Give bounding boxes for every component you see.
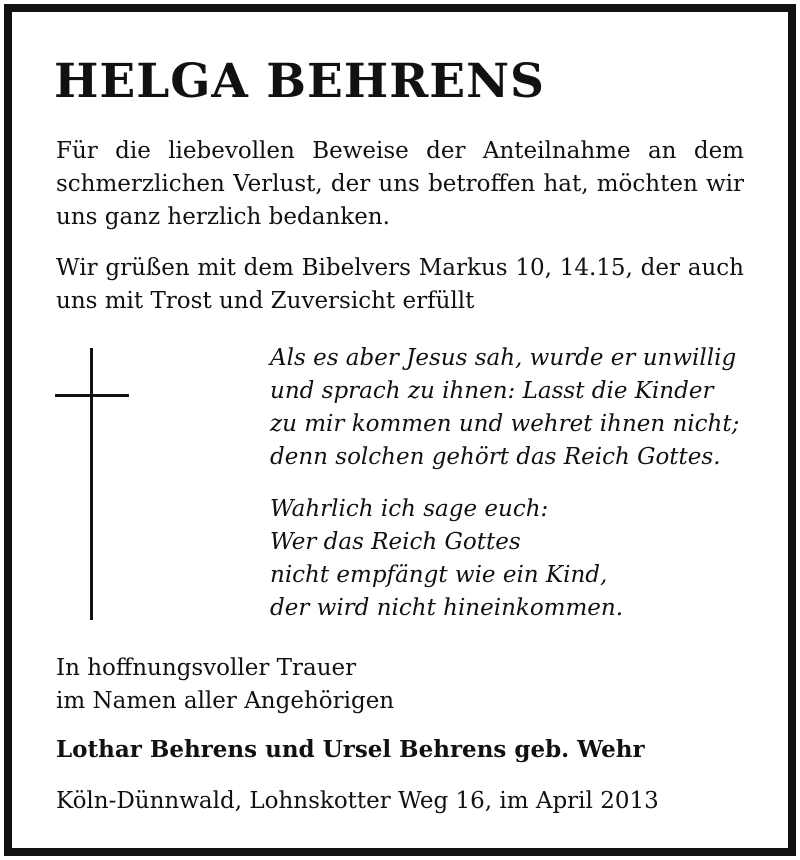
thanks-line: Für die liebevollen Beweise der Anteilnahme an dem <box>56 138 744 164</box>
bible-verse-stanza-2 <box>270 493 623 625</box>
verse-line: Wahrlich ich sage euch: <box>270 496 549 522</box>
verse-line: und sprach zu ihnen: Lasst die Kinder <box>270 378 714 404</box>
verse-line: der wird nicht hineinkommen. <box>270 595 624 621</box>
signers: Lothar Behrens und Ursel Behrens geb. Wehr <box>56 736 645 763</box>
verse-line: Als es aber Jesus sah, wurde er unwillig <box>270 345 737 371</box>
thanks-line: schmerzlichen Verlust, der uns betroffen hat, möchten wir <box>56 171 744 197</box>
cross-vertical-bar <box>90 348 93 620</box>
closing-line: In hoffnungsvoller Trauer <box>56 655 357 681</box>
verse-line: zu mir kommen und wehret ihnen nicht; <box>270 411 740 437</box>
greeting-line: uns mit Trost und Zuversicht erfüllt <box>56 288 475 314</box>
greeting-line: Wir grüßen mit dem Bibelvers Markus 10, 14.15, der auch <box>56 255 744 281</box>
thanks-paragraph <box>56 135 744 234</box>
closing-line: im Namen aller Angehörigen <box>56 688 395 714</box>
closing-paragraph <box>56 652 394 718</box>
latin-cross-icon <box>55 348 129 620</box>
thanks-line: uns ganz herzlich bedanken. <box>56 204 390 230</box>
verse-line: denn solchen gehört das Reich Gottes. <box>270 444 721 470</box>
verse-line: Wer das Reich Gottes <box>270 529 521 555</box>
deceased-name: HELGA BEHRENS <box>54 54 545 109</box>
bible-verse-stanza-1 <box>270 342 739 474</box>
verse-line: nicht empfängt wie ein Kind, <box>270 562 608 588</box>
address-date-line: Köln-Dünnwald, Lohnskotter Weg 16, im April 2013 <box>56 788 659 814</box>
greeting-paragraph <box>56 252 744 318</box>
cross-horizontal-bar <box>55 394 129 397</box>
